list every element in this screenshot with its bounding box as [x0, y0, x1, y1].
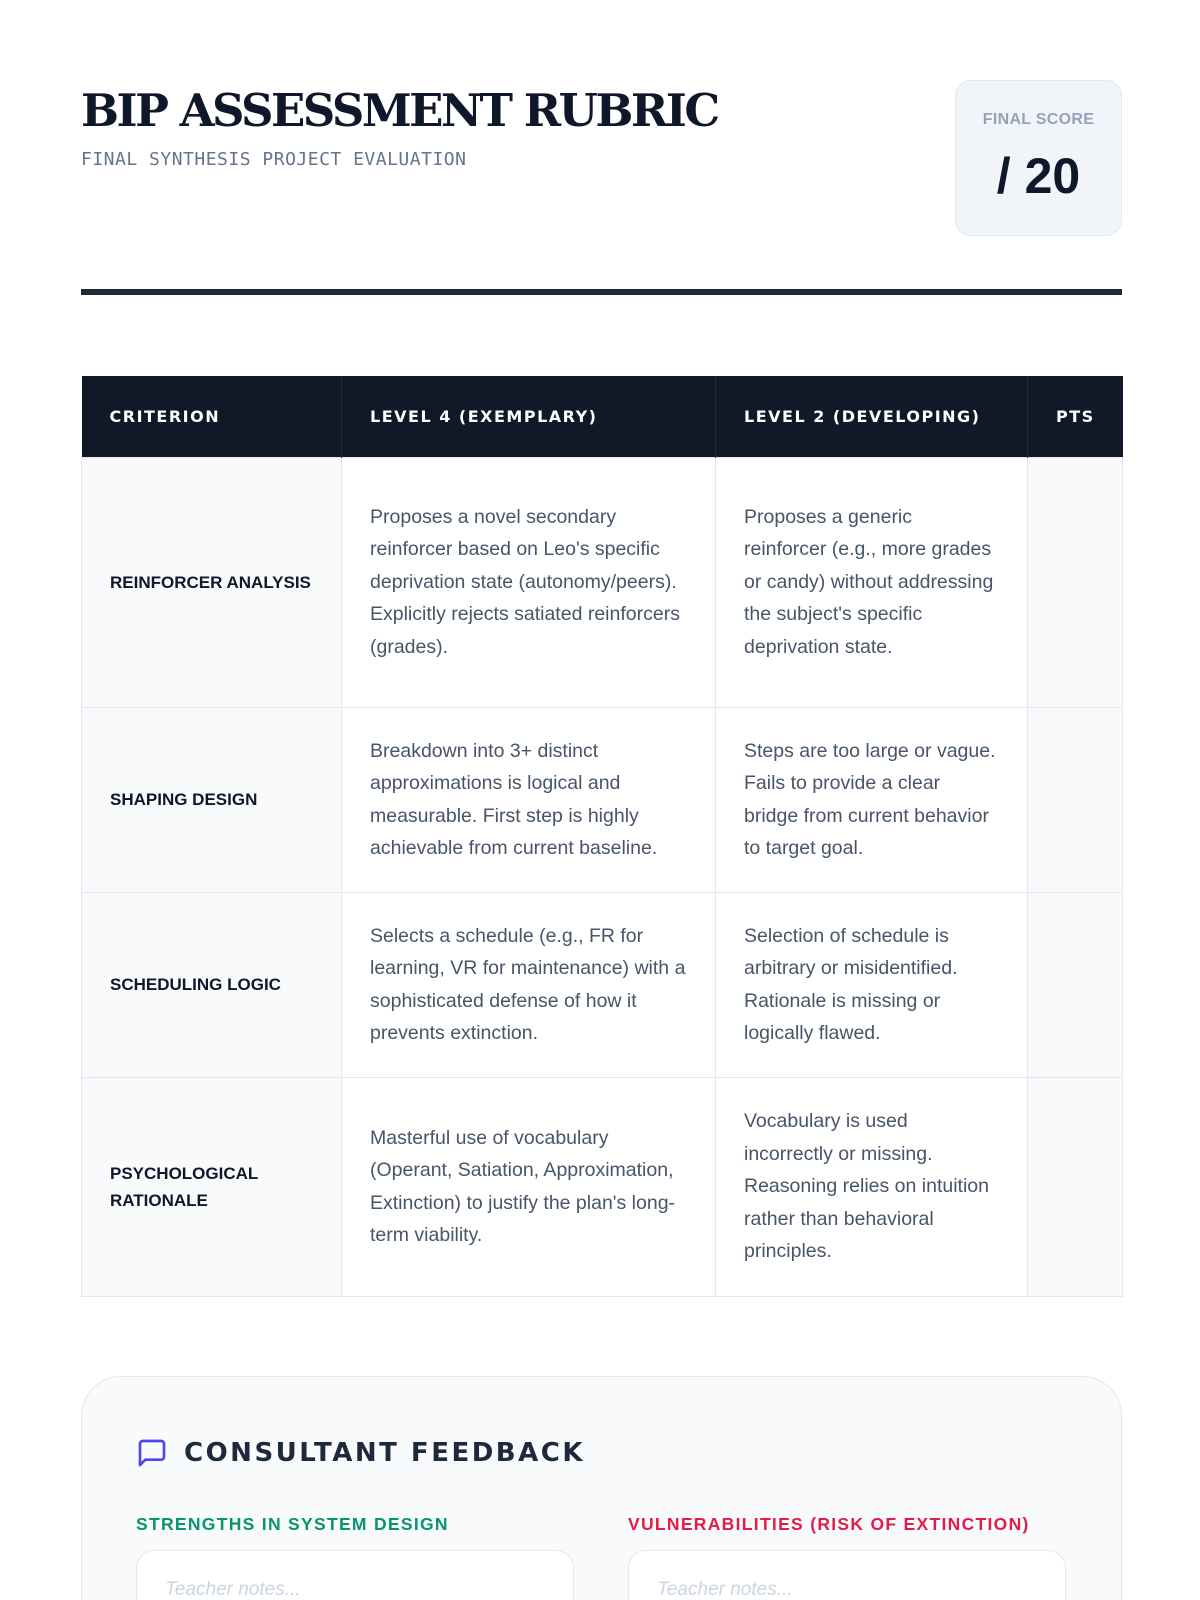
- level4-cell: Proposes a novel secondary reinforcer based on Leo's specific deprivation state (autonomy/peers). Explicitly rejects satiated reinforcers (grades).: [342, 457, 716, 707]
- table-row: [82, 707, 1123, 892]
- pts-cell[interactable]: [1028, 892, 1123, 1077]
- pts-cell[interactable]: [1028, 1077, 1123, 1296]
- table-header-row: [82, 376, 1123, 457]
- page-title: BIP ASSESSMENT RUBRIC: [81, 84, 718, 137]
- criterion-cell: PSYCHOLOGICAL RATIONALE: [82, 1077, 342, 1296]
- criterion-cell: SCHEDULING LOGIC: [82, 892, 342, 1077]
- table-row: [82, 457, 1123, 707]
- message-square-icon: [136, 1437, 168, 1469]
- level4-cell: Masterful use of vocabulary (Operant, Satiation, Approximation, Extinction) to justify the plan's long-term viability.: [342, 1077, 716, 1296]
- level2-cell: Selection of schedule is arbitrary or misidentified. Rationale is missing or logically flawed.: [716, 892, 1028, 1077]
- level2-cell: Vocabulary is used incorrectly or missing. Reasoning relies on intuition rather than behavioral principles.: [716, 1077, 1028, 1296]
- header-divider: [81, 289, 1122, 295]
- column-header-level4: LEVEL 4 (EXEMPLARY): [342, 376, 716, 457]
- criterion-cell: REINFORCER ANALYSIS: [82, 457, 342, 707]
- final-score-label: FINAL SCORE: [982, 111, 1095, 128]
- column-header-pts: PTS: [1028, 376, 1123, 457]
- header: [81, 80, 1122, 236]
- level2-cell: Steps are too large or vague. Fails to provide a clear bridge from current behavior to target goal.: [716, 707, 1028, 892]
- level4-cell: Selects a schedule (e.g., FR for learning, VR for maintenance) with a sophisticated defense of how it prevents extinction.: [342, 892, 716, 1077]
- strengths-label: STRENGTHS IN SYSTEM DESIGN: [136, 1514, 449, 1534]
- final-score-value: / 20: [996, 148, 1081, 204]
- pts-cell[interactable]: [1028, 707, 1123, 892]
- level2-cell: Proposes a generic reinforcer (e.g., more grades or candy) without addressing the subject's specific deprivation state.: [716, 457, 1028, 707]
- vulnerabilities-label: VULNERABILITIES (RISK OF EXTINCTION): [628, 1514, 1030, 1534]
- pts-cell[interactable]: [1028, 457, 1123, 707]
- page-subtitle: FINAL SYNTHESIS PROJECT EVALUATION: [81, 149, 467, 170]
- column-header-level2: LEVEL 2 (DEVELOPING): [716, 376, 1028, 457]
- consultant-feedback-panel: [81, 1376, 1122, 1600]
- strengths-notes-input[interactable]: [136, 1550, 574, 1600]
- criterion-cell: SHAPING DESIGN: [82, 707, 342, 892]
- vulnerabilities-notes-input[interactable]: [628, 1550, 1066, 1600]
- table-row: [82, 892, 1123, 1077]
- feedback-heading: [136, 1435, 585, 1471]
- level4-cell: Breakdown into 3+ distinct approximations is logical and measurable. First step is highly achievable from current baseline.: [342, 707, 716, 892]
- column-header-criterion: CRITERION: [82, 376, 342, 457]
- rubric-table: [81, 376, 1123, 1297]
- table-row: [82, 1077, 1123, 1296]
- final-score-card: [955, 80, 1122, 236]
- feedback-title: CONSULTANT FEEDBACK: [184, 1438, 585, 1468]
